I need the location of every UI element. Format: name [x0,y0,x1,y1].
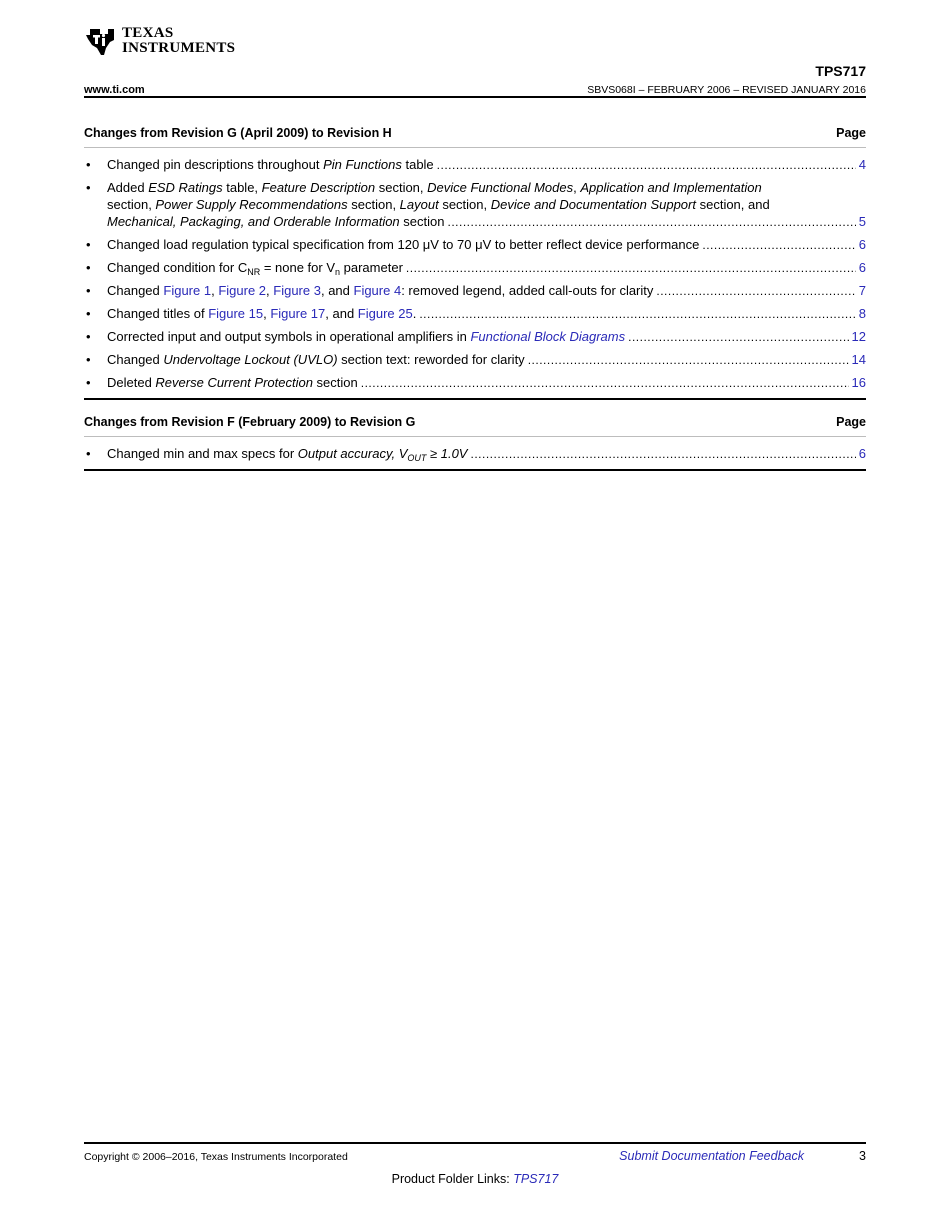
leader-dots [628,329,848,346]
item-text: section, [438,197,491,212]
list-item [84,374,866,392]
figure-link[interactable]: Figure 2 [218,283,267,298]
product-folder-links [0,1172,950,1186]
section-header [84,126,866,148]
item-text: Changed condition for C [107,260,248,275]
item-text: Changed [107,352,164,367]
item-text: section, and [695,197,770,212]
section-link[interactable]: Functional Block Diagrams [470,329,626,344]
page-link[interactable]: 4 [858,157,866,172]
subscript: OUT [407,453,427,463]
section-title: Changes from Revision F (February 2009) to Revision G [84,415,416,429]
leader-dots [702,237,855,254]
list-item [84,236,866,254]
list-item [84,305,866,323]
item-text: • Changed load regulation typical specification from 120 μV to 70 μV to better reflect device performance [107,237,700,252]
item-text: section [399,214,445,229]
item-text: Added [107,180,149,195]
item-text: Corrected input and output symbols in operational amplifiers in [107,329,471,344]
figure-link[interactable]: Figure 3 [273,283,321,298]
page-link[interactable]: 8 [858,306,866,321]
leader-dots [406,260,856,277]
item-text: , [263,306,271,321]
list-item [84,259,866,277]
item-text: Changed [107,283,164,298]
item-text: , and [325,306,358,321]
figure-link[interactable]: Figure 1 [163,283,212,298]
list-item [84,328,866,346]
figure-link[interactable]: Figure 25 [357,306,413,321]
page-column-label: Page [836,126,866,140]
item-text: section [312,375,358,390]
figure-link[interactable]: Figure 17 [270,306,326,321]
item-text: section, [347,197,400,212]
document-id: SBVS068I – FEBRUARY 2006 – REVISED JANUARY 2016 [587,84,866,96]
page-link[interactable]: 7 [858,283,866,298]
logo-line-2: INSTRUMENTS [122,40,236,56]
page-link[interactable]: 6 [858,237,866,252]
item-text: Deleted [107,375,156,390]
list-item [84,179,866,231]
item-text: = none for V [260,260,336,275]
change-list [84,156,866,392]
item-text: . [412,306,417,321]
item-text: , [211,283,219,298]
revision-g-section [84,415,866,471]
item-text: section, [107,197,156,212]
subscript: NR [247,267,261,277]
leader-dots [470,446,855,463]
feedback-link[interactable]: Submit Documentation Feedback [619,1149,804,1163]
item-text: , [573,180,581,195]
item-emphasis: ESD Ratings [148,180,223,195]
item-text: parameter [340,260,403,275]
subscript: n [335,267,341,277]
figure-link[interactable]: Figure 15 [208,306,264,321]
item-emphasis: Layout [399,197,439,212]
product-folder-link[interactable]: TPS717 [513,1172,559,1186]
list-item [84,351,866,369]
folder-label: Product Folder Links: [391,1172,514,1186]
list-item [84,282,866,300]
page-link[interactable]: 12 [851,329,866,344]
logo-line-1: TEXAS [122,25,174,41]
item-emphasis: Feature Description [261,180,376,195]
page-link[interactable]: 5 [858,214,866,229]
section-rule [84,469,866,471]
leader-dots [656,283,855,300]
page-link[interactable]: 14 [851,352,866,367]
leader-dots [361,375,849,392]
section-title: Changes from Revision G (April 2009) to Revision H [84,126,392,140]
item-emphasis: Pin Functions [323,157,402,172]
list-item [84,156,866,174]
item-text: section, [375,180,428,195]
page-link[interactable]: 6 [858,260,866,275]
item-emphasis: Undervoltage Lockout (UVLO) [163,352,338,367]
ti-logo [84,26,235,58]
item-text: Changed pin descriptions throughout [107,157,324,172]
leader-dots [447,214,855,231]
item-text: table [401,157,434,172]
footer-rule [84,1142,866,1144]
item-emphasis: Application and Implementation [580,180,762,195]
website-link[interactable]: www.ti.com [84,84,145,96]
item-emphasis: Device Functional Modes [427,180,574,195]
part-number: TPS717 [815,63,866,79]
list-item [84,445,866,463]
page-link[interactable]: 16 [851,375,866,390]
section-rule [84,398,866,400]
figure-link[interactable]: Figure 4 [353,283,402,298]
leader-dots [528,352,849,369]
item-emphasis: Device and Documentation Support [490,197,696,212]
item-text: section text: reworded for clarity [337,352,525,367]
header-rule [84,96,866,98]
item-emphasis: Mechanical, Packaging, and Orderable Information [107,214,400,229]
item-emphasis: Power Supply Recommendations [155,197,348,212]
item-emphasis: Reverse Current Protection [155,375,313,390]
leader-dots [437,157,856,174]
item-emphasis: ≥ 1.0V [426,446,468,461]
ti-state-icon [84,26,118,58]
page-link[interactable]: 6 [858,446,866,461]
item-text: Changed min and max specs for [107,446,298,461]
change-list [84,445,866,463]
leader-dots [419,306,855,323]
section-header [84,415,866,437]
revision-h-section [84,126,866,400]
item-text: , [266,283,274,298]
item-text: Changed titles of [107,306,209,321]
item-text: , and [320,283,354,298]
logo-wordmark [122,26,235,56]
copyright: Copyright © 2006–2016, Texas Instruments Incorporated [84,1151,348,1163]
item-text: : removed legend, added call-outs for clarity [401,283,654,298]
item-text: table, [222,180,262,195]
page-column-label: Page [836,415,866,429]
page-number: 3 [859,1149,866,1163]
item-emphasis: Output accuracy, V [297,446,408,461]
